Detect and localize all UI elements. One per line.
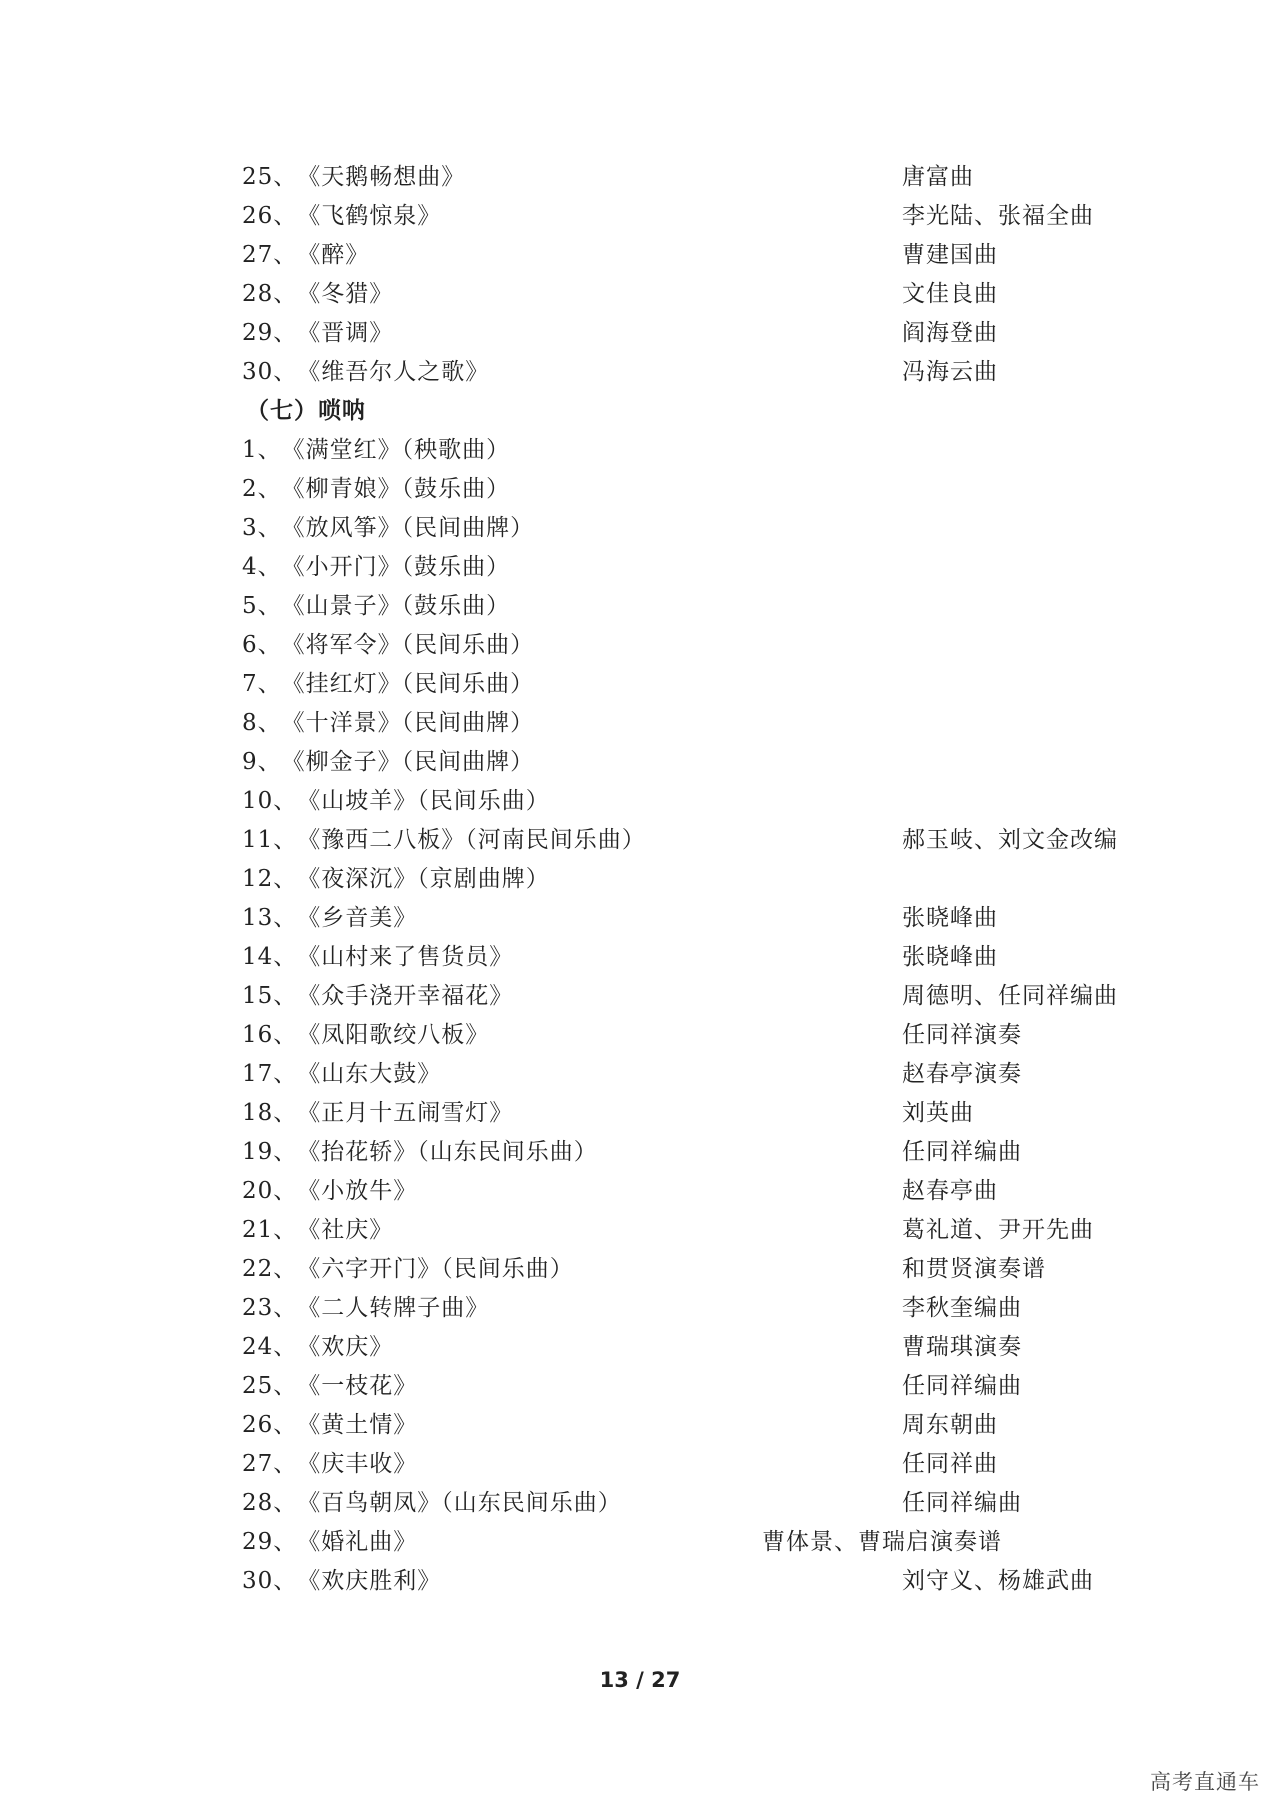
list-item [242, 1250, 1142, 1289]
item-number: 30、 [242, 359, 298, 385]
item-title: 《小放牛》 [297, 1178, 418, 1204]
item-number: 17、 [242, 1061, 298, 1087]
item-number: 21、 [242, 1217, 298, 1243]
list-item [242, 1172, 1142, 1211]
item-number: 8、 [242, 710, 282, 736]
item-number: 26、 [242, 203, 298, 229]
list-item [242, 1133, 1142, 1172]
item-title: 《维吾尔人之歌》 [297, 359, 490, 385]
list-item [242, 314, 1142, 353]
item-number: 19、 [242, 1139, 298, 1165]
item-number: 6、 [242, 632, 282, 658]
item-number: 30、 [242, 1568, 298, 1594]
list-item [242, 977, 1142, 1016]
list-item [242, 1484, 1142, 1523]
item-credit: 曹体景、曹瑞启演奏谱 [762, 1529, 1002, 1555]
list-item [242, 1328, 1142, 1367]
item-title: 《抬花轿》（山东民间乐曲） [297, 1139, 598, 1165]
list-item [242, 1445, 1142, 1484]
section-heading: （七）唢呐 [246, 398, 366, 424]
item-credit: 葛礼道、尹开先曲 [902, 1217, 1094, 1243]
item-title: 《黄土情》 [297, 1412, 418, 1438]
item-title: 《婚礼曲》 [297, 1529, 418, 1555]
list-item [242, 1406, 1142, 1445]
list-item [242, 860, 1142, 899]
item-credit: 任同祥编曲 [902, 1373, 1022, 1399]
item-credit: 周东朝曲 [902, 1412, 998, 1438]
item-credit: 和贯贤演奏谱 [902, 1256, 1046, 1282]
list-item [242, 197, 1142, 236]
item-title: 《冬猎》 [297, 281, 394, 307]
item-title: 《小开门》（鼓乐曲） [281, 554, 511, 580]
item-number: 29、 [242, 320, 298, 346]
item-credit: 赵春亭演奏 [902, 1061, 1022, 1087]
item-title: 《山村来了售货员》 [297, 944, 514, 970]
list-item [242, 938, 1142, 977]
item-title: 《欢庆胜利》 [297, 1568, 442, 1594]
item-title: 《放风筝》（民间曲牌） [281, 515, 535, 541]
list-item [242, 743, 1142, 782]
item-title: 《柳金子》（民间曲牌） [281, 749, 535, 775]
item-number: 25、 [242, 164, 298, 190]
item-title: 《柳青娘》（鼓乐曲） [281, 476, 511, 502]
item-title: 《十洋景》（民间曲牌） [281, 710, 535, 736]
item-title: 《社庆》 [297, 1217, 394, 1243]
item-credit: 赵春亭曲 [902, 1178, 998, 1204]
item-title: 《正月十五闹雪灯》 [297, 1100, 514, 1126]
item-credit: 周德明、任同祥编曲 [902, 983, 1118, 1009]
item-title: 《欢庆》 [297, 1334, 394, 1360]
item-credit: 刘守义、杨雄武曲 [902, 1568, 1094, 1594]
page-number: 13 / 27 [599, 1668, 681, 1692]
item-title: 《一枝花》 [297, 1373, 418, 1399]
item-number: 29、 [242, 1529, 298, 1555]
item-number: 7、 [242, 671, 282, 697]
list-item [242, 353, 1142, 392]
list-item [242, 548, 1142, 587]
list-item [242, 821, 1142, 860]
watermark: 高考直通车 [1150, 1770, 1260, 1794]
item-number: 2、 [242, 476, 282, 502]
item-title: 《庆丰收》 [297, 1451, 418, 1477]
repertoire-list [242, 158, 1142, 1601]
item-credit: 任同祥曲 [902, 1451, 998, 1477]
item-number: 23、 [242, 1295, 298, 1321]
item-number: 16、 [242, 1022, 298, 1048]
item-title: 《山坡羊》（民间乐曲） [297, 788, 550, 814]
item-title: 《挂红灯》（民间乐曲） [281, 671, 535, 697]
item-title: 《豫西二八板》（河南民间乐曲） [297, 827, 646, 853]
list-item [242, 1055, 1142, 1094]
item-title: 《众手浇开幸福花》 [297, 983, 514, 1009]
item-number: 10、 [242, 788, 298, 814]
item-credit: 李光陆、张福全曲 [902, 203, 1094, 229]
item-credit: 冯海云曲 [902, 359, 998, 385]
item-credit: 张晓峰曲 [902, 944, 998, 970]
item-number: 12、 [242, 866, 298, 892]
item-number: 28、 [242, 1490, 298, 1516]
item-number: 20、 [242, 1178, 298, 1204]
item-number: 3、 [242, 515, 282, 541]
item-title: 《山东大鼓》 [297, 1061, 442, 1087]
list-item [242, 1094, 1142, 1133]
item-number: 13、 [242, 905, 298, 931]
item-title: 《山景子》（鼓乐曲） [281, 593, 511, 619]
item-title: 《六字开门》（民间乐曲） [297, 1256, 574, 1282]
item-number: 24、 [242, 1334, 298, 1360]
list-item [242, 236, 1142, 275]
list-item [242, 665, 1142, 704]
list-item [242, 899, 1142, 938]
item-credit: 李秋奎编曲 [902, 1295, 1022, 1321]
item-number: 26、 [242, 1412, 298, 1438]
item-title: 《晋调》 [297, 320, 394, 346]
item-title: 《满堂红》（秧歌曲） [281, 437, 511, 463]
list-item [242, 431, 1142, 470]
item-number: 11、 [242, 827, 298, 853]
item-credit: 郝玉岐、刘文金改编 [902, 827, 1118, 853]
item-credit: 曹瑞琪演奏 [902, 1334, 1022, 1360]
item-title: 《二人转牌子曲》 [297, 1295, 490, 1321]
item-title: 《夜深沉》（京剧曲牌） [297, 866, 550, 892]
list-item [242, 704, 1142, 743]
item-number: 28、 [242, 281, 298, 307]
item-credit: 刘英曲 [902, 1100, 974, 1126]
item-number: 18、 [242, 1100, 298, 1126]
list-item [242, 470, 1142, 509]
item-credit: 阎海登曲 [902, 320, 998, 346]
list-item [242, 158, 1142, 197]
item-title: 《醉》 [297, 242, 370, 268]
item-number: 4、 [242, 554, 282, 580]
item-credit: 文佳良曲 [902, 281, 998, 307]
item-title: 《百鸟朝凤》（山东民间乐曲） [297, 1490, 622, 1516]
list-item [242, 1289, 1142, 1328]
item-title: 《凤阳歌绞八板》 [297, 1022, 490, 1048]
item-title: 《飞鹤惊泉》 [297, 203, 442, 229]
item-number: 25、 [242, 1373, 298, 1399]
item-title: 《将军令》（民间乐曲） [281, 632, 535, 658]
list-item [242, 1523, 1142, 1562]
list-item [242, 782, 1142, 821]
item-number: 27、 [242, 1451, 298, 1477]
item-number: 9、 [242, 749, 282, 775]
list-item [242, 626, 1142, 665]
item-credit: 曹建国曲 [902, 242, 998, 268]
list-item [242, 509, 1142, 548]
item-credit: 任同祥编曲 [902, 1139, 1022, 1165]
list-item [242, 1562, 1142, 1601]
list-item [242, 1367, 1142, 1406]
list-item [242, 1016, 1142, 1055]
item-credit: 任同祥演奏 [902, 1022, 1022, 1048]
item-credit: 张晓峰曲 [902, 905, 998, 931]
list-item [242, 587, 1142, 626]
item-title: 《天鹅畅想曲》 [297, 164, 466, 190]
item-credit: 任同祥编曲 [902, 1490, 1022, 1516]
item-credit: 唐富曲 [902, 164, 974, 190]
item-number: 27、 [242, 242, 298, 268]
item-number: 15、 [242, 983, 298, 1009]
item-number: 1、 [242, 437, 282, 463]
item-number: 14、 [242, 944, 298, 970]
list-item [242, 275, 1142, 314]
list-item [242, 1211, 1142, 1250]
item-number: 5、 [242, 593, 282, 619]
item-number: 22、 [242, 1256, 298, 1282]
item-title: 《乡音美》 [297, 905, 418, 931]
